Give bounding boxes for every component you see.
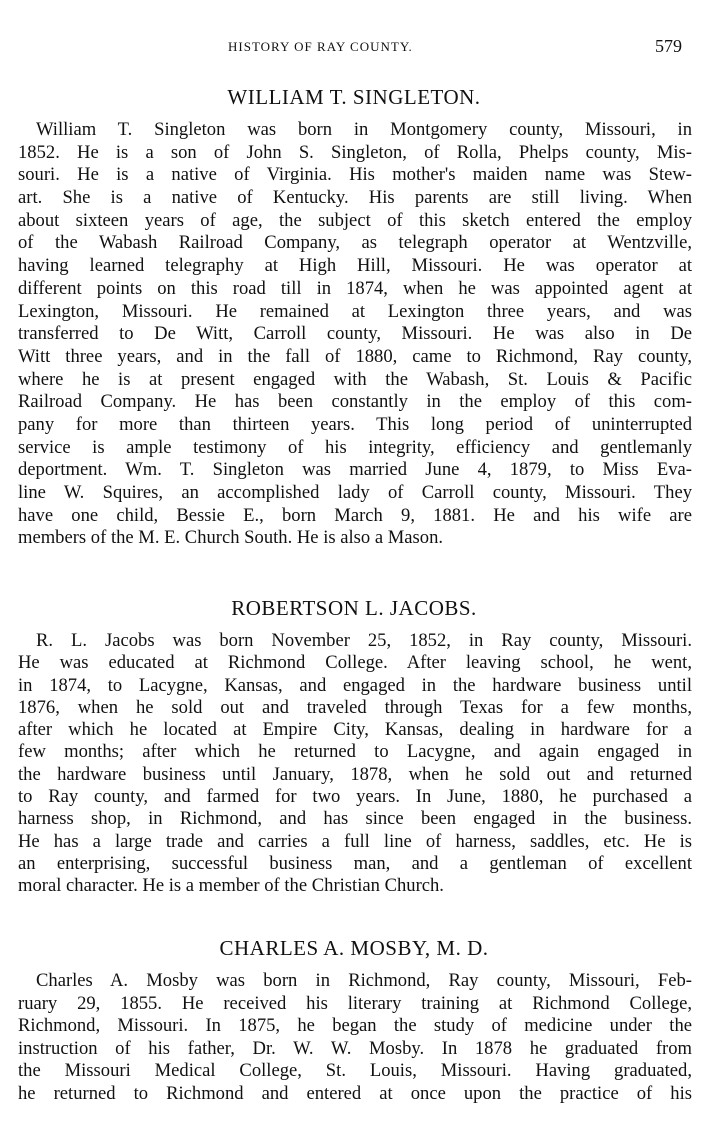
text-line: pany for more than thirteen years. This long period of uninterrupted — [18, 413, 692, 435]
text-line: transferred to De Witt, Carroll county, Missouri. He was also in De — [18, 323, 692, 345]
text-line: about sixteen years of age, the subject of this sketch entered the employ — [18, 209, 692, 231]
text-line: members of the M. E. Church South. He is also a Mason. — [18, 527, 444, 549]
text-line: art. She is a native of Kentucky. His parents are still living. When — [18, 187, 692, 209]
biography-jacobs — [18, 630, 692, 898]
text-line: having learned telegraphy at High Hill, Missouri. He was operator at — [18, 255, 692, 277]
text-line: He has a large trade and carries a full line of harness, saddles, etc. He is — [18, 830, 692, 852]
section-title-jacobs: ROBERTSON L. JACOBS. — [231, 596, 477, 620]
text-line: 1852. He is a son of John S. Singleton, of Rolla, Phelps county, Mis- — [18, 141, 692, 163]
text-line: deportment. Wm. T. Singleton was married June 4, 1879, to Miss Eva- — [18, 459, 692, 481]
text-line: have one child, Bessie E., born March 9, 1881. He and his wife are — [18, 504, 692, 526]
text-line: R. L. Jacobs was born November 25, 1852, in Ray county, Missouri. — [36, 630, 692, 651]
biography-singleton — [18, 119, 692, 550]
text-line: in 1874, to Lacygne, Kansas, and engaged in the hardware business until — [18, 674, 692, 696]
running-header — [0, 36, 708, 59]
section-title-singleton: WILLIAM T. SINGLETON. — [227, 85, 481, 109]
text-line: where he is at present engaged with the Wabash, St. Louis & Pacific — [18, 368, 692, 390]
running-title: HISTORY OF RAY COUNTY. — [228, 39, 413, 54]
text-line: 1876, when he sold out and traveled through Texas for a few months, — [18, 696, 692, 718]
text-line: Witt three years, and in the fall of 1880, came to Richmond, Ray county, — [18, 345, 692, 367]
text-line: William T. Singleton was born in Montgomery county, Missouri, in — [36, 119, 692, 140]
text-line: service is ample testimony of his integrity, efficiency and gentlemanly — [18, 436, 692, 458]
text-line: He was educated at Richmond College. After leaving school, he went, — [18, 652, 692, 674]
text-line: ruary 29, 1855. He received his literary training at Richmond College, — [18, 992, 692, 1014]
text-line: the hardware business until January, 1878, when he sold out and returned — [18, 763, 692, 785]
text-line: different points on this road till in 1874, when he was appointed agent at — [18, 277, 692, 299]
text-line: Lexington, Missouri. He remained at Lexington three years, and was — [18, 300, 692, 322]
text-line: he returned to Richmond and entered at once upon the practice of his — [18, 1082, 692, 1104]
text-line: moral character. He is a member of the Christian Church. — [18, 875, 444, 897]
page-number: 579 — [655, 36, 682, 56]
text-line: Charles A. Mosby was born in Richmond, Ray county, Missouri, Feb- — [36, 970, 692, 991]
text-line: line W. Squires, an accomplished lady of Carroll county, Missouri. They — [18, 482, 692, 503]
text-line: to Ray county, and farmed for two years. In June, 1880, he purchased a — [18, 786, 692, 808]
text-line: Richmond, Missouri. In 1875, he began the study of medicine under the — [18, 1015, 692, 1037]
text-line: Railroad Company. He has been constantly in the employ of this com- — [18, 391, 692, 413]
text-line: harness shop, in Richmond, and has since been engaged in the business. — [18, 808, 692, 830]
text-line: after which he located at Empire City, Kansas, dealing in hardware for a — [18, 719, 692, 741]
text-line: few months; after which he returned to Lacygne, and again engaged in — [18, 741, 692, 763]
text-line: the Missouri Medical College, St. Louis, Missouri. Having graduated, — [18, 1060, 692, 1082]
text-line: an enterprising, successful business man, and a gentleman of excellent — [18, 852, 692, 874]
section-title-mosby: CHARLES A. MOSBY, M. D. — [219, 936, 489, 960]
text-line: instruction of his father, Dr. W. W. Mosby. In 1878 he graduated from — [18, 1037, 692, 1059]
text-line: of the Wabash Railroad Company, as telegraph operator at Wentzville, — [18, 232, 692, 254]
biography-mosby — [18, 970, 692, 1106]
text-line: souri. He is a native of Virginia. His mother's maiden name was Stew- — [18, 164, 692, 186]
